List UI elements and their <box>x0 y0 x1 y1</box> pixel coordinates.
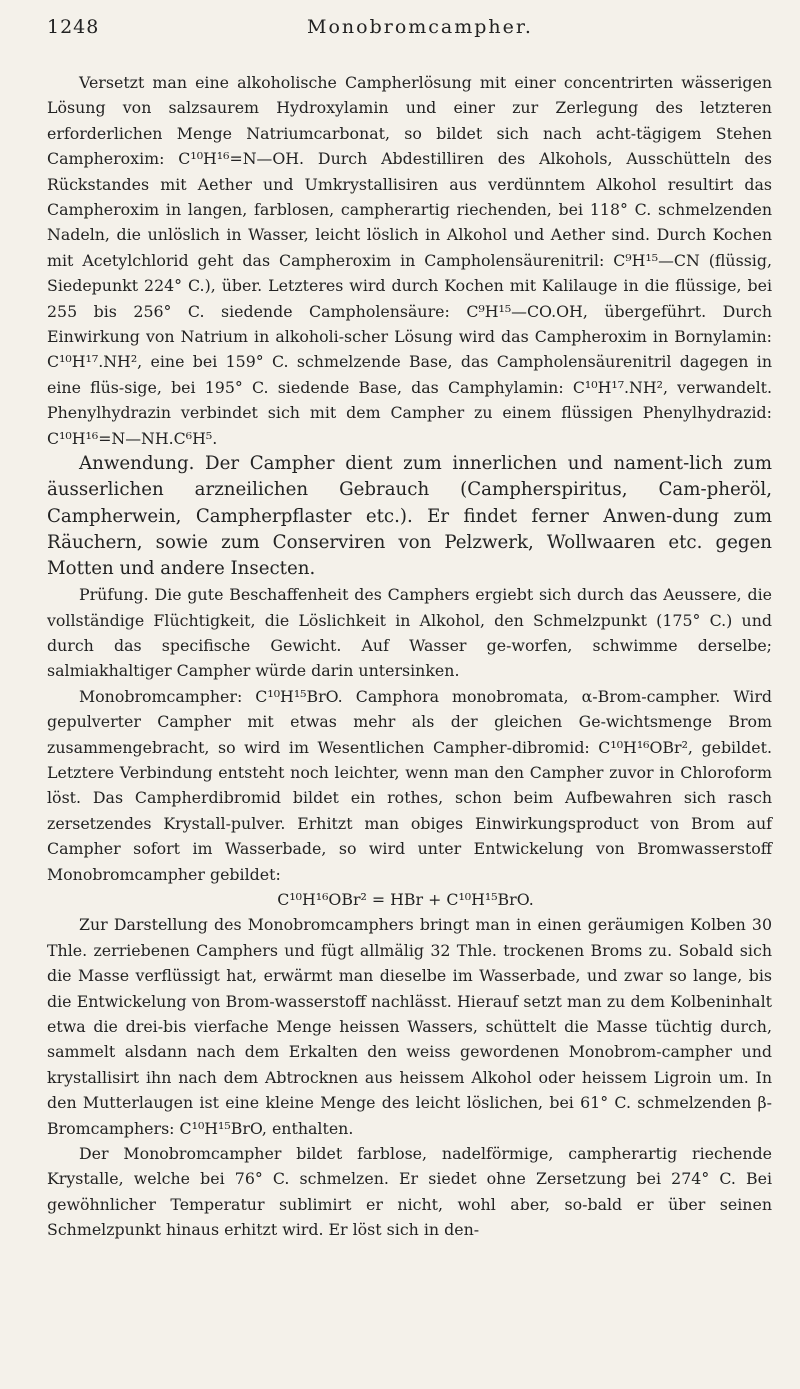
paragraph-monobromcampher: Monobromcampher: C¹⁰H¹⁵BrO. Camphora monobromata, α-Brom-campher. Wird gepulverter Campher mit etwas mehr als der gleichen Ge-wichtsmenge Brom zusammengebracht, so wird im Wesentlichen Campher-dibromid: C¹⁰H¹⁶OBr², gebildet. Letztere Verbindung entsteht noch leichter, wenn man den Campher zuvor in Chloroform löst. Das Campherdibromid bildet ein rothes, schon beim Aufbewahren sich rasch zersetzendes Krystall-pulver. Erhitzt man obiges Einwirkungsproduct von Brom auf Campher sofort im Wasserbade, so wird unter Entwickelung von Bromwasserstoff Monobromcampher gebildet: <box>47 686 772 884</box>
paragraph-campheroxim: Versetzt man eine alkoholische Campherlösung mit einer concentrirten wässerigen Lösung von salzsaurem Hydroxylamin und einer zur Zerlegung des letzteren erforderlichen Menge Natriumcarbonat, so bildet sich nach acht-tägigem Stehen Campheroxim: C¹⁰H¹⁶=N—OH. Durch Abdestilliren des Alkohols, Ausschütteln des Rückstandes mit Aether und Umkrystallisiren aus verdünntem Alkohol resultirt das Campheroxim in langen, farblosen, campherartig riechenden, bei 118° C. schmelzenden Nadeln, die unlöslich in Wasser, leicht löslich in Alkohol und Aether sind. Durch Kochen mit Acetylchlorid geht das Campheroxim in Campholensäurenitril: C⁹H¹⁵—CN (flüssig, Siedepunkt 224° C.), über. Letzteres wird durch Kochen mit Kalilauge in die flüssige, bei 255 bis 256° C. siedende Campholensäure: C⁹H¹⁵—CO.OH, übergeführt. Durch Einwirkung von Natrium in alkoholi-scher Lösung wird das Campheroxim in Bornylamin: C¹⁰H¹⁷.NH², eine bei 159° C. schmelzende Base, das Campholensäurenitril dagegen in eine flüs-sige, bei 195° C. siedende Base, das Camphylamin: C¹⁰H¹⁷.NH², verwandelt. Phenylhydrazin verbindet sich mit dem Campher zu einem flüssigen Phenylhydrazid: C¹⁰H¹⁶=N—NH.C⁶H⁵. <box>47 73 772 448</box>
page-header <box>47 16 772 52</box>
page-body <box>47 70 772 1243</box>
running-title: Monobromcampher. <box>307 16 533 38</box>
paragraph-pruefung: Prüfung. Die gute Beschaffenheit des Camphers ergiebt sich durch das Aeussere, die vollständige Flüchtigkeit, die Löslichkeit in Alkohol, den Schmelzpunkt (175° C.) und durch das specifische Gewicht. Auf Wasser ge-worfen, schwimme derselbe; salmiakhaltiger Campher würde darin untersinken. <box>47 585 772 681</box>
paragraph-anwendung: Anwendung. Der Campher dient zum innerlichen und nament-lich zum äusserlichen arzneilichen Gebrauch (Campherspiritus, Cam-pheröl, Campherwein, Campherpflaster etc.). Er findet ferner Anwen-dung zum Räuchern, sowie zum Conserviren von Pelzwerk, Wollwaaren etc. gegen Motten und andere Insecten. <box>47 453 772 579</box>
paragraph-darstellung: Zur Darstellung des Monobromcamphers bringt man in einen geräumigen Kolben 30 Thle. zerriebenen Camphers und fügt allmälig 32 Thle. trockenen Broms zu. Sobald sich die Masse verflüssigt hat, erwärmt man dieselbe im Wasserbade, und zwar so lange, bis die Entwickelung von Brom-wasserstoff nachlässt. Hierauf setzt man zu dem Kolbeninhalt etwa die drei-bis vierfache Menge heissen Wassers, schüttelt die Masse tüchtig durch, sammelt alsdann nach dem Erkalten den weiss gewordenen Monobrom-campher und krystallisirt ihn nach dem Abtrocknen aus heissem Alkohol oder heissem Ligroin um. In den Mutterlaugen ist eine kleine Menge des leicht löslichen, bei 61° C. schmelzenden β-Bromcamphers: C¹⁰H¹⁵BrO, enthalten. <box>47 915 772 1138</box>
chemical-equation: C¹⁰H¹⁶OBr² = HBr + C¹⁰H¹⁵BrO. <box>277 889 534 909</box>
page-number: 1248 <box>47 16 100 38</box>
paragraph-eigenschaften: Der Monobromcampher bildet farblose, nadelförmige, campherartig riechende Krystalle, welche bei 76° C. schmelzen. Er siedet ohne Zersetzung bei 274° C. Bei gewöhnlicher Temperatur sublimirt er nicht, wohl aber, so-bald er über seinen Schmelzpunkt hinaus erhitzt wird. Er löst sich in den- <box>47 1144 772 1240</box>
